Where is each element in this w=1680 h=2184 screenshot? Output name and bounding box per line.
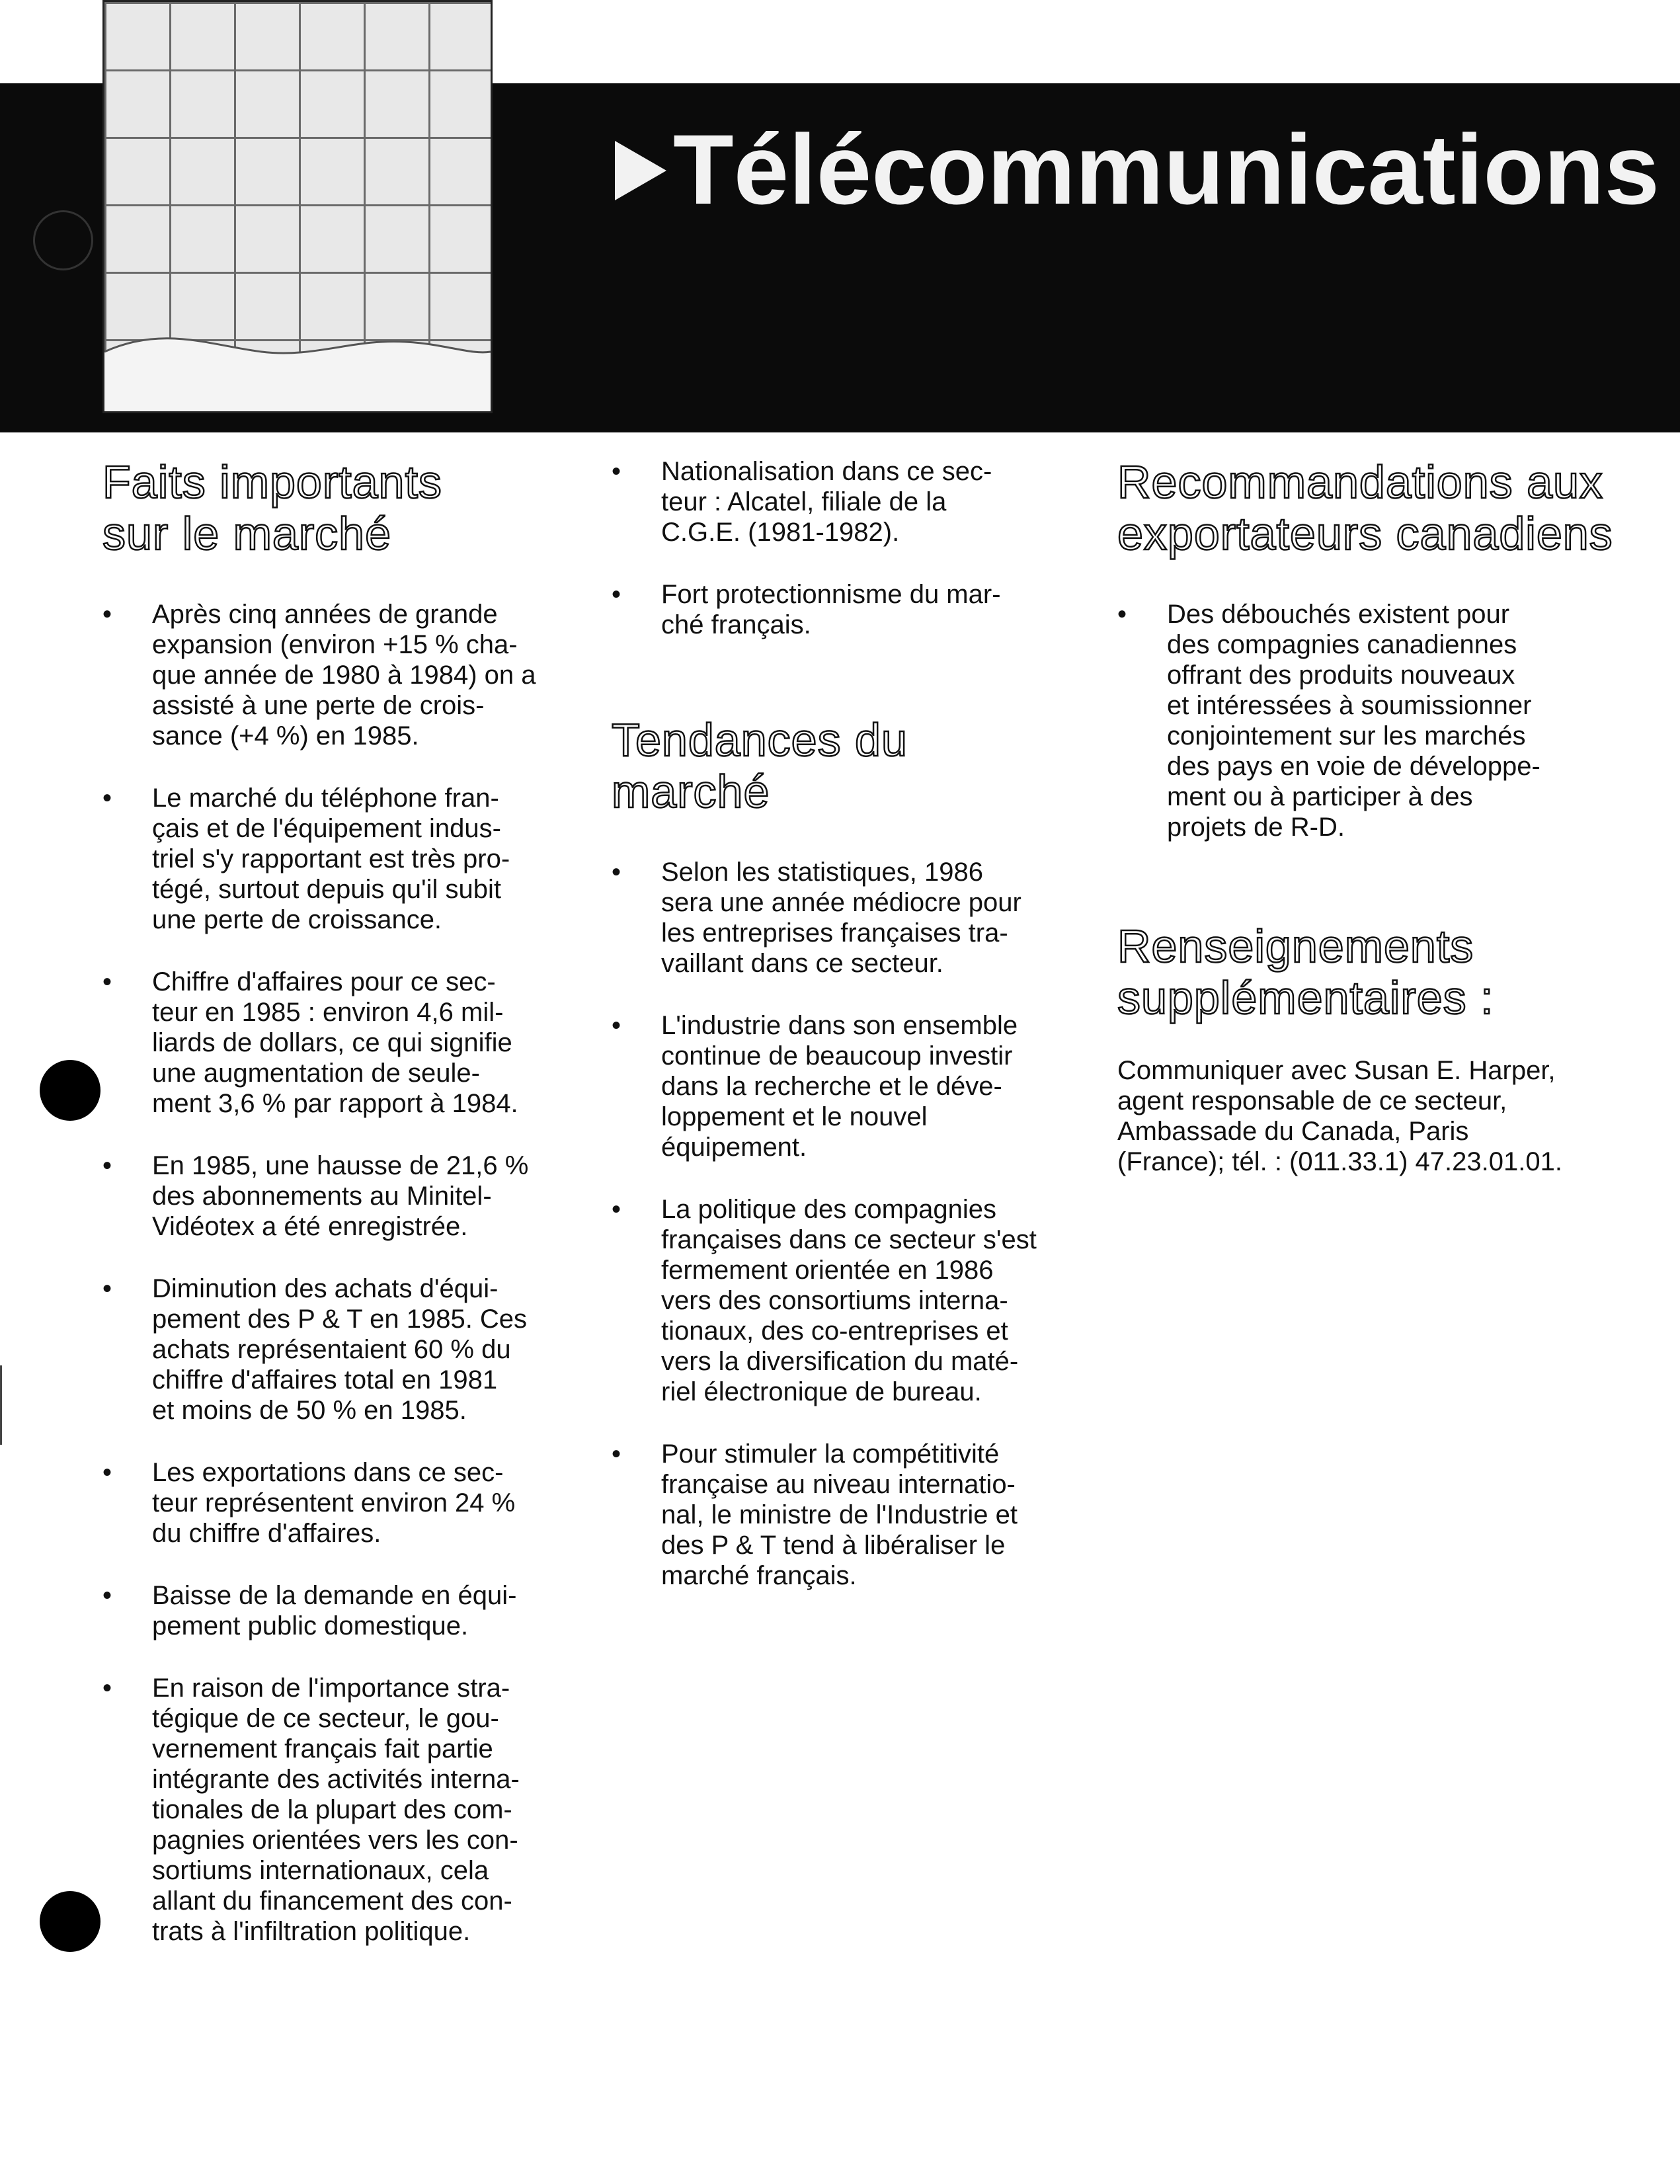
bullet-line: Les exportations dans ce sec- [152,1458,504,1487]
bullet-item [612,1439,1101,1591]
bullet-line: assisté à une perte de crois- [152,691,485,720]
bullet-line: riel électronique de bureau. [661,1377,982,1406]
bullet-line: Des débouchés existent pour [1167,600,1510,629]
heading-line: Tendances du [612,714,908,766]
bullet-line: En raison de l'importance stra- [152,1674,510,1703]
bullet-line: des compagnies canadiennes [1167,630,1517,659]
bullet-line: vernement français fait partie [152,1734,493,1763]
bullet-line: tégique de ce secteur, le gou- [152,1704,499,1733]
market-facts-list [102,599,582,1947]
bullet-line: achats représentaient 60 % du [152,1335,511,1364]
heading-line: Faits importants [102,456,442,508]
triangle-arrow-icon [615,141,666,200]
bullet-line: une perte de croissance. [152,905,442,934]
bullet-line: françaises dans ce secteur s'est [661,1225,1037,1254]
bullet-item [102,1151,582,1242]
bullet-item [612,1010,1101,1162]
bullet-line: et intéressées à soumissionner [1167,691,1532,720]
bullet-line: teur représentent environ 24 % [152,1488,516,1517]
bullet-line: Après cinq années de grande [152,600,498,629]
bullet-line: sera une année médiocre pour [661,888,1021,917]
bullet-line: équipement. [661,1133,807,1162]
bullet-item [612,857,1101,979]
page-title [615,112,1660,227]
bullet-line: sance (+4 %) en 1985. [152,721,419,750]
banner-notch [612,0,1680,83]
bullet-line: des pays en voie de développe- [1167,752,1540,781]
market-trends-list [612,857,1101,1591]
bullet-line: vers des consortiums interna- [661,1286,1008,1315]
bullet-line: pement public domestique. [152,1611,469,1640]
bullet-line: liards de dollars, ce qui signifie [152,1028,512,1057]
bullet-line: intégrante des activités interna- [152,1765,520,1794]
bullet-item [102,967,582,1119]
bullet-line: expansion (environ +15 % cha- [152,630,518,659]
bullet-line: En 1985, une hausse de 21,6 % [152,1151,529,1180]
bullet-line: vers la diversification du maté- [661,1347,1019,1376]
bullet-line: Vidéotex a été enregistrée. [152,1212,468,1241]
recommendations-list [1117,599,1633,842]
bullet-line: sortiums internationaux, cela [152,1856,489,1885]
heading-additional-info [1117,920,1633,1024]
bullet-line: tionales de la plupart des com- [152,1795,512,1824]
bullet-item [612,456,1101,547]
heading-market-facts [102,456,582,559]
bullet-line: Nationalisation dans ce sec- [661,457,992,486]
bullet-line: Chiffre d'affaires pour ce sec- [152,967,496,996]
bullet-line: Selon les statistiques, 1986 [661,858,983,887]
bullet-item [1117,599,1633,842]
bullet-line: tionaux, des co-entreprises et [661,1316,1008,1346]
page-title-text: Télécommunications [673,114,1660,225]
bullet-line: et moins de 50 % en 1985. [152,1396,467,1425]
bullet-line: çais et de l'équipement indus- [152,814,501,843]
column-recommendations [1117,456,1633,1177]
bullet-item [102,783,582,935]
heading-line: Recommandations aux [1117,456,1603,508]
bullet-line: des P & T tend à libéraliser le [661,1531,1006,1560]
bullet-line: Fort protectionnisme du mar- [661,580,1001,609]
bullet-line: projets de R-D. [1167,813,1345,842]
contact-line: (France); tél. : (011.33.1) 47.23.01.01. [1117,1147,1562,1176]
contact-line: agent responsable de ce secteur, [1117,1086,1507,1115]
bullet-line: vaillant dans ce secteur. [661,949,943,978]
bullet-line: des abonnements au Minitel- [152,1182,492,1211]
bullet-line: les entreprises françaises tra- [661,918,1008,948]
bullet-item [102,1580,582,1641]
heading-line: Renseignements [1117,920,1474,972]
bullet-line: triel s'y rapportant est très pro- [152,844,510,873]
edge-mark [0,1365,2,1445]
bullet-line: Le marché du téléphone fran- [152,784,499,813]
bullet-line: tégé, surtout depuis qu'il subit [152,875,501,904]
bullet-line: Diminution des achats d'équi- [152,1274,499,1303]
bullet-item [612,579,1101,640]
bullet-item [102,599,582,751]
contact-line: Communiquer avec Susan E. Harper, [1117,1056,1556,1085]
building-base [104,325,491,411]
bullet-line: La politique des compagnies [661,1195,997,1224]
bullet-line: L'industrie dans son ensemble [661,1011,1018,1040]
bullet-line: Baisse de la demande en équi- [152,1581,517,1610]
bullet-item [102,1457,582,1549]
bullet-line: teur en 1985 : environ 4,6 mil- [152,998,504,1027]
heading-recommendations [1117,456,1633,559]
bullet-line: chiffre d'affaires total en 1981 [152,1365,498,1395]
bullet-line: trats à l'infiltration politique. [152,1917,471,1946]
contact-info [1117,1055,1633,1177]
heading-line: sur le marché [102,508,392,559]
bullet-item [102,1673,582,1947]
bullet-line: que année de 1980 à 1984) on a [152,661,536,690]
binder-hole [40,1060,100,1121]
bullet-line: conjointement sur les marchés [1167,721,1526,750]
bullet-line: continue de beaucoup investir [661,1041,1013,1071]
scan-ring-mark [33,210,93,270]
contact-line: Ambassade du Canada, Paris [1117,1117,1469,1146]
bullet-line: ment ou à participer à des [1167,782,1473,811]
bullet-line: pement des P & T en 1985. Ces [152,1305,528,1334]
bullet-line: une augmentation de seule- [152,1059,480,1088]
bullet-line: marché français. [661,1561,857,1590]
bullet-line: ment 3,6 % par rapport à 1984. [152,1089,518,1118]
binder-hole [40,1891,100,1952]
column-market-facts [102,456,582,1978]
bullet-line: pagnies orientées vers les con- [152,1826,518,1855]
bullet-line: ché français. [661,610,811,639]
heading-line: supplémentaires : [1117,972,1494,1024]
bullet-item [102,1274,582,1426]
bullet-line: française au niveau internatio- [661,1470,1016,1499]
bullet-line: nal, le ministre de l'Industrie et [661,1500,1018,1529]
heading-line: exportateurs canadiens [1117,508,1613,559]
market-facts-list-continued [612,456,1101,640]
bullet-line: du chiffre d'affaires. [152,1519,381,1548]
bullet-line: fermement orientée en 1986 [661,1256,994,1285]
bullet-line: dans la recherche et le déve- [661,1072,1002,1101]
bullet-line: offrant des produits nouveaux [1167,661,1515,690]
bullet-line: Pour stimuler la compétitivité [661,1439,1000,1469]
heading-line: marché [612,766,770,817]
bullet-line: C.G.E. (1981-1982). [661,518,900,547]
bullet-line: loppement et le nouvel [661,1102,928,1131]
column-trends [612,456,1101,1623]
heading-market-trends [612,714,1101,817]
bullet-line: teur : Alcatel, filiale de la [661,487,947,516]
bullet-line: allant du financement des con- [152,1886,512,1916]
building-photo [102,0,493,413]
bullet-item [612,1194,1101,1407]
